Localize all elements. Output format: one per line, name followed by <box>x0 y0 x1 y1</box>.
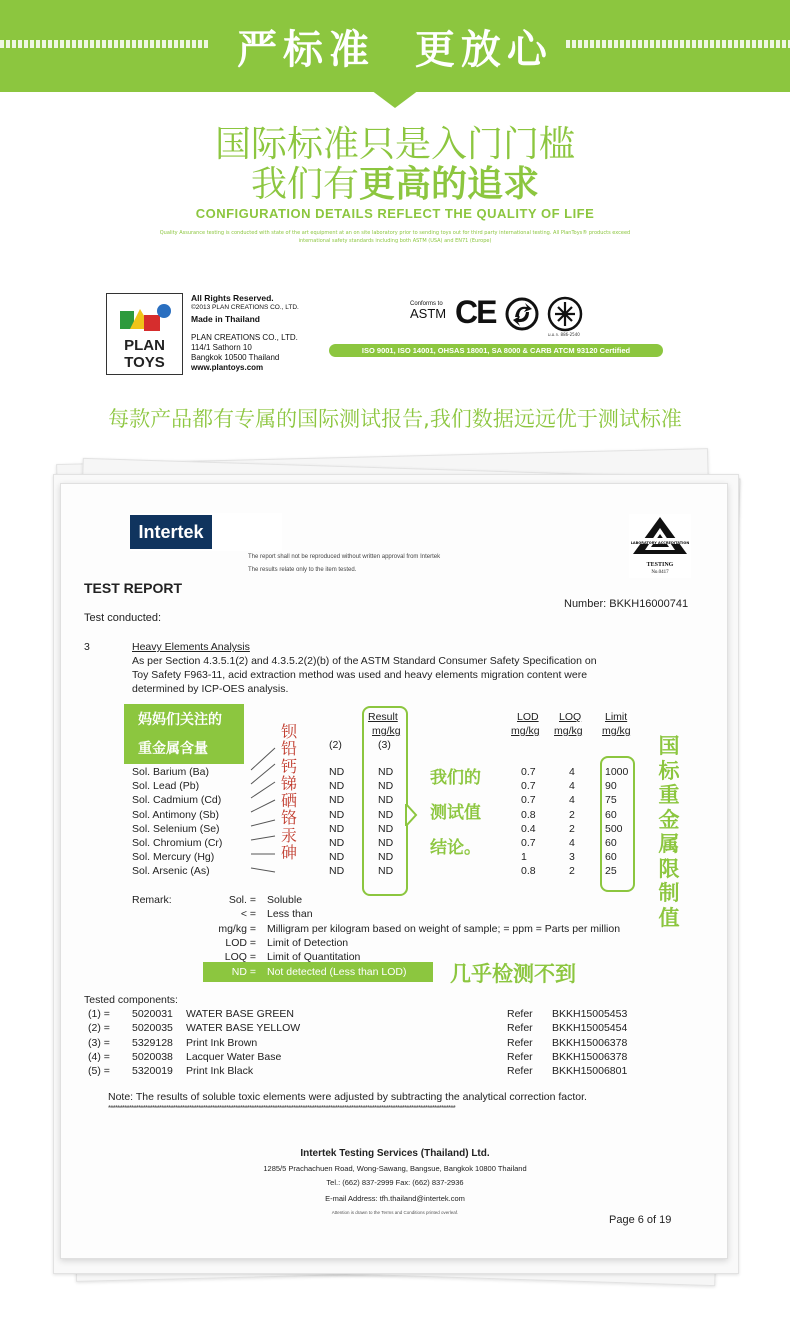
element-cn-name: 锑 <box>281 773 298 793</box>
limit-cn-vertical <box>657 734 681 930</box>
cell-r3: ND <box>378 808 394 821</box>
plantoys-logo <box>106 293 183 375</box>
limit-cn-char: 国 <box>658 734 680 758</box>
our-result-note <box>430 761 481 866</box>
element-cn-name: 硒 <box>281 791 298 811</box>
section-desc3: determined by ICP-OES analysis. <box>132 683 289 695</box>
plantoys-word-toys: TOYS <box>124 354 165 371</box>
col-result-unit: mg/kg <box>372 725 401 737</box>
limit-cn-char: 值 <box>658 905 680 930</box>
ce-mark: CE <box>455 294 496 330</box>
col-limit: Limit <box>605 711 628 723</box>
component-no: (5) = <box>88 1065 110 1078</box>
remark-value: Milligram per kilogram based on weight of sample; = ppm = Parts per million <box>267 922 621 935</box>
remark-key: < = <box>240 908 256 921</box>
cell-loq: 4 <box>569 794 575 807</box>
cell-loq: 2 <box>569 822 575 835</box>
remark-key: LOD = <box>225 936 256 949</box>
cell-limit: 1000 <box>605 766 629 778</box>
cell-r2: ND <box>329 766 345 778</box>
accreditation-arrows-icon <box>629 514 691 560</box>
section-desc2: Toy Safety F963-11, acid extraction method was used and heavy elements migration content were <box>132 669 588 681</box>
element-cn-name: 钙 <box>281 756 298 776</box>
brand-website: www.plantoys.com <box>191 363 264 372</box>
remark-label: Remark: <box>132 894 172 906</box>
cell-loq: 2 <box>569 808 575 821</box>
cell-limit: 500 <box>605 822 623 835</box>
element-cn-name: 钡 <box>281 722 298 741</box>
header-title: 严标准 更放心 <box>237 27 553 73</box>
limit-cn-char: 标 <box>658 758 680 783</box>
intertek-logo-area <box>130 513 282 551</box>
plantoys-shapes-icon <box>108 297 183 339</box>
remark-key: ND = <box>231 965 256 978</box>
component-no: (1) = <box>88 1008 110 1020</box>
cell-limit: 25 <box>605 865 617 878</box>
astm-small: Conforms to <box>410 301 443 307</box>
limit-cn-char: 金 <box>658 807 680 832</box>
cell-r3: ND <box>378 865 394 878</box>
component-ref: Refer <box>507 1065 533 1078</box>
element-cn-name: 砷 <box>281 843 298 863</box>
cell-limit: 75 <box>605 794 617 807</box>
limit-cn-char: 属 <box>658 832 680 856</box>
accred-testing: TESTING <box>646 562 674 568</box>
component-code: 5320019 <box>132 1065 173 1078</box>
cell-r2: ND <box>329 851 345 864</box>
col-lod-unit: mg/kg <box>511 725 540 737</box>
cell-loq: 4 <box>569 766 575 778</box>
tis-standard-icon <box>547 296 583 332</box>
cell-element: Sol. Cadmium (Cd) <box>132 794 222 807</box>
report-note: Note: The results of soluble toxic elements were adjusted by subtracting the analytical correction factor. <box>108 1091 587 1103</box>
brand-copyright: ©2013 PLAN CREATIONS CO., LTD. <box>191 304 299 311</box>
component-code: 5020035 <box>132 1022 173 1035</box>
component-report: BKKH15005453 <box>552 1008 628 1020</box>
report-notice2: The results relate only to the item tested. <box>248 567 357 573</box>
cell-lod: 0.8 <box>521 865 536 878</box>
cell-r2: ND <box>329 794 345 807</box>
brand-made-in: Made in Thailand <box>191 314 260 324</box>
subtitle: 每款产品都有专属的国际测试报告,我们数据远远优于测试标准 <box>108 407 682 431</box>
cell-r2: ND <box>329 808 345 821</box>
component-name: Print Ink Black <box>186 1065 254 1078</box>
col-2: (2) <box>329 739 342 751</box>
brand-address1: 114/1 Sathorn 10 <box>191 343 252 352</box>
footer-address: 1285/5 Prachachuen Road, Wong-Sawang, Bangsue, Bangkok 10800 Thailand <box>263 1164 527 1173</box>
section-title: Heavy Elements Analysis <box>132 641 250 653</box>
component-report: BKKH15006801 <box>552 1065 628 1078</box>
accred-top: LABORATORY ACCREDITATION <box>630 541 690 545</box>
cell-loq: 3 <box>569 851 575 864</box>
test-report-page <box>60 483 728 1259</box>
asterisk-divider: ****************************************************************************************************************************************************** <box>108 1104 455 1113</box>
cell-loq: 2 <box>569 865 575 878</box>
limit-cn-char: 制 <box>658 881 680 905</box>
headline-english: CONFIGURATION DETAILS REFLECT THE QUALITY OF LIFE <box>195 206 595 221</box>
component-name: Print Ink Brown <box>186 1036 258 1049</box>
cell-lod: 0.7 <box>521 780 536 793</box>
report-notice1: The report shall not be reproduced without written approval from Intertek <box>248 554 441 560</box>
footer-company: Intertek Testing Services (Thailand) Ltd. <box>300 1148 490 1159</box>
cell-r2: ND <box>329 780 345 793</box>
cell-r3: ND <box>378 780 394 793</box>
our-result-line3: 结论。 <box>430 838 481 858</box>
cell-r3: ND <box>378 794 394 807</box>
cell-element: Sol. Barium (Ba) <box>132 766 210 778</box>
component-report: BKKH15006378 <box>552 1036 628 1049</box>
header-notch <box>371 90 419 108</box>
component-ref: Refer <box>507 1008 533 1020</box>
cell-lod: 0.7 <box>521 766 536 778</box>
cell-r3: ND <box>378 837 394 849</box>
accreditation-mark <box>629 514 691 578</box>
headline-small-note: Quality Assurance testing is conducted with state of the art equipment at an on site laboratory prior to sending toys out for third party international testing. All PlanToys® products exceed international safety standards including both ASTM (USA) and EN71 (Europe) <box>159 230 631 244</box>
component-ref: Refer <box>507 1036 533 1049</box>
astm-text: ASTM <box>410 306 447 321</box>
brand-rights: All Rights Reserved. <box>191 293 274 303</box>
astm-mark <box>410 301 446 320</box>
recycle-circle-icon <box>505 297 539 331</box>
remark-value: Soluble <box>267 894 303 906</box>
report-number: Number: BKKH16000741 <box>564 598 689 610</box>
col-result: Result <box>368 711 398 723</box>
brand-company: PLAN CREATIONS CO., LTD. <box>191 333 298 342</box>
accred-no: No.0417 <box>651 570 669 575</box>
remark-value: Limit of Quantitation <box>267 951 361 964</box>
remark-value: Less than <box>267 908 313 921</box>
cell-limit: 60 <box>605 837 617 849</box>
component-ref: Refer <box>507 1022 533 1035</box>
headline-line2 <box>0 156 790 207</box>
remark-value: Limit of Detection <box>267 936 349 949</box>
page-number: Page 6 of 19 <box>609 1214 672 1226</box>
cell-limit: 60 <box>605 851 617 864</box>
cell-element: Sol. Lead (Pb) <box>132 780 200 793</box>
section-desc1: As per Section 4.3.5.1(2) and 4.3.5.2(2)(b) of the ASTM Standard Consumer Safety Specification on <box>132 655 597 667</box>
cell-lod: 0.7 <box>521 837 536 849</box>
plantoys-word-plan: PLAN <box>124 337 165 354</box>
cell-element: Sol. Selenium (Se) <box>132 822 220 835</box>
intertek-logo: Intertek <box>130 515 212 549</box>
component-ref: Refer <box>507 1050 533 1063</box>
cell-lod: 0.4 <box>521 822 536 835</box>
component-no: (4) = <box>88 1050 110 1063</box>
headline-line1: 国际标准只是入门门槛 <box>214 124 575 165</box>
report-title: TEST REPORT <box>84 580 183 596</box>
component-name: WATER BASE YELLOW <box>186 1022 301 1035</box>
nd-note: 几乎检测不到 <box>450 962 576 986</box>
element-pointer-lines <box>249 730 279 890</box>
elements-cn-list <box>281 723 301 861</box>
cell-element: Sol. Arsenic (As) <box>132 865 210 878</box>
cell-r2: ND <box>329 822 345 835</box>
iso-cert-bar: ISO 9001, ISO 14001, OHSAS 18001, SA 8000 & CARB ATCM 93120 Certified <box>329 344 663 357</box>
component-name: WATER BASE GREEN <box>186 1008 294 1020</box>
footer-email: E-mail Address: tfh.thailand@intertek.com <box>325 1194 465 1203</box>
col-lod: LOD <box>517 711 539 723</box>
col-loq: LOQ <box>559 711 582 723</box>
cell-element: Sol. Chromium (Cr) <box>132 837 223 849</box>
col-limit-unit: mg/kg <box>602 725 631 737</box>
remark-key: LOQ = <box>224 951 256 964</box>
cell-r3: ND <box>378 851 394 864</box>
cell-limit: 90 <box>605 780 617 793</box>
cell-lod: 0.7 <box>521 794 536 807</box>
brand-address2: Bangkok 10500 Thailand <box>191 353 280 362</box>
annotation-tag-mothers: 妈妈们关注的 <box>124 704 244 736</box>
annotation-tag-heavy-metal: 重金属含量 <box>124 734 244 764</box>
component-code: 5329128 <box>132 1036 173 1049</box>
limit-cn-char: 重 <box>658 783 680 807</box>
component-code: 5020031 <box>132 1008 173 1020</box>
element-cn-name: 铅 <box>281 739 298 759</box>
footer-tel: Tel.: (662) 837-2999 Fax: (662) 837-2936 <box>326 1178 464 1187</box>
element-cn-name: 汞 <box>281 825 298 845</box>
tested-components-label: Tested components: <box>84 994 178 1006</box>
plantoys-wordmark <box>107 337 182 371</box>
cell-r3: ND <box>378 822 394 835</box>
cell-lod: 1 <box>521 851 527 864</box>
cell-element: Sol. Mercury (Hg) <box>132 851 215 864</box>
headline-line2-bold: 更高的追求 <box>359 164 540 205</box>
cell-element: Sol. Antimony (Sb) <box>132 808 219 821</box>
limit-cn-char: 限 <box>658 856 680 881</box>
our-result-line1: 我们的 <box>430 768 481 788</box>
headline-line2-prefix: 我们有 <box>250 164 359 205</box>
col-3: (3) <box>378 739 391 751</box>
test-conducted: Test conducted: <box>84 612 162 624</box>
component-report: BKKH15006378 <box>552 1050 628 1063</box>
remark-value: Not detected (Less than LOD) <box>267 965 407 978</box>
our-result-line2: 测试值 <box>430 803 481 823</box>
cell-lod: 0.8 <box>521 808 536 821</box>
col-loq-unit: mg/kg <box>554 725 583 737</box>
component-report: BKKH15005454 <box>552 1022 628 1035</box>
result-highlight-box <box>362 706 408 896</box>
cell-loq: 4 <box>569 837 575 849</box>
component-no: (3) = <box>88 1036 110 1049</box>
component-no: (2) = <box>88 1022 110 1035</box>
footer-attention: Attention is drawn to the Terms and Conditions printed overleaf. <box>331 1210 459 1215</box>
section-number: 3 <box>84 641 90 653</box>
remark-key: Sol. = <box>228 894 256 906</box>
tis-caption: ม.อ.ก. 886-2540 <box>548 332 580 337</box>
limit-highlight-box <box>600 756 635 892</box>
cell-r3: ND <box>378 766 394 778</box>
component-code: 5020038 <box>132 1050 173 1063</box>
element-cn-name: 铬 <box>281 808 298 828</box>
cell-limit: 60 <box>605 808 617 821</box>
component-name: Lacquer Water Base <box>186 1050 282 1063</box>
cell-r2: ND <box>329 865 345 878</box>
brand-info <box>191 293 299 373</box>
cell-r2: ND <box>329 837 345 849</box>
cell-loq: 4 <box>569 780 575 793</box>
result-box-pointer-icon <box>404 804 418 826</box>
remark-key: mg/kg = <box>218 922 256 935</box>
